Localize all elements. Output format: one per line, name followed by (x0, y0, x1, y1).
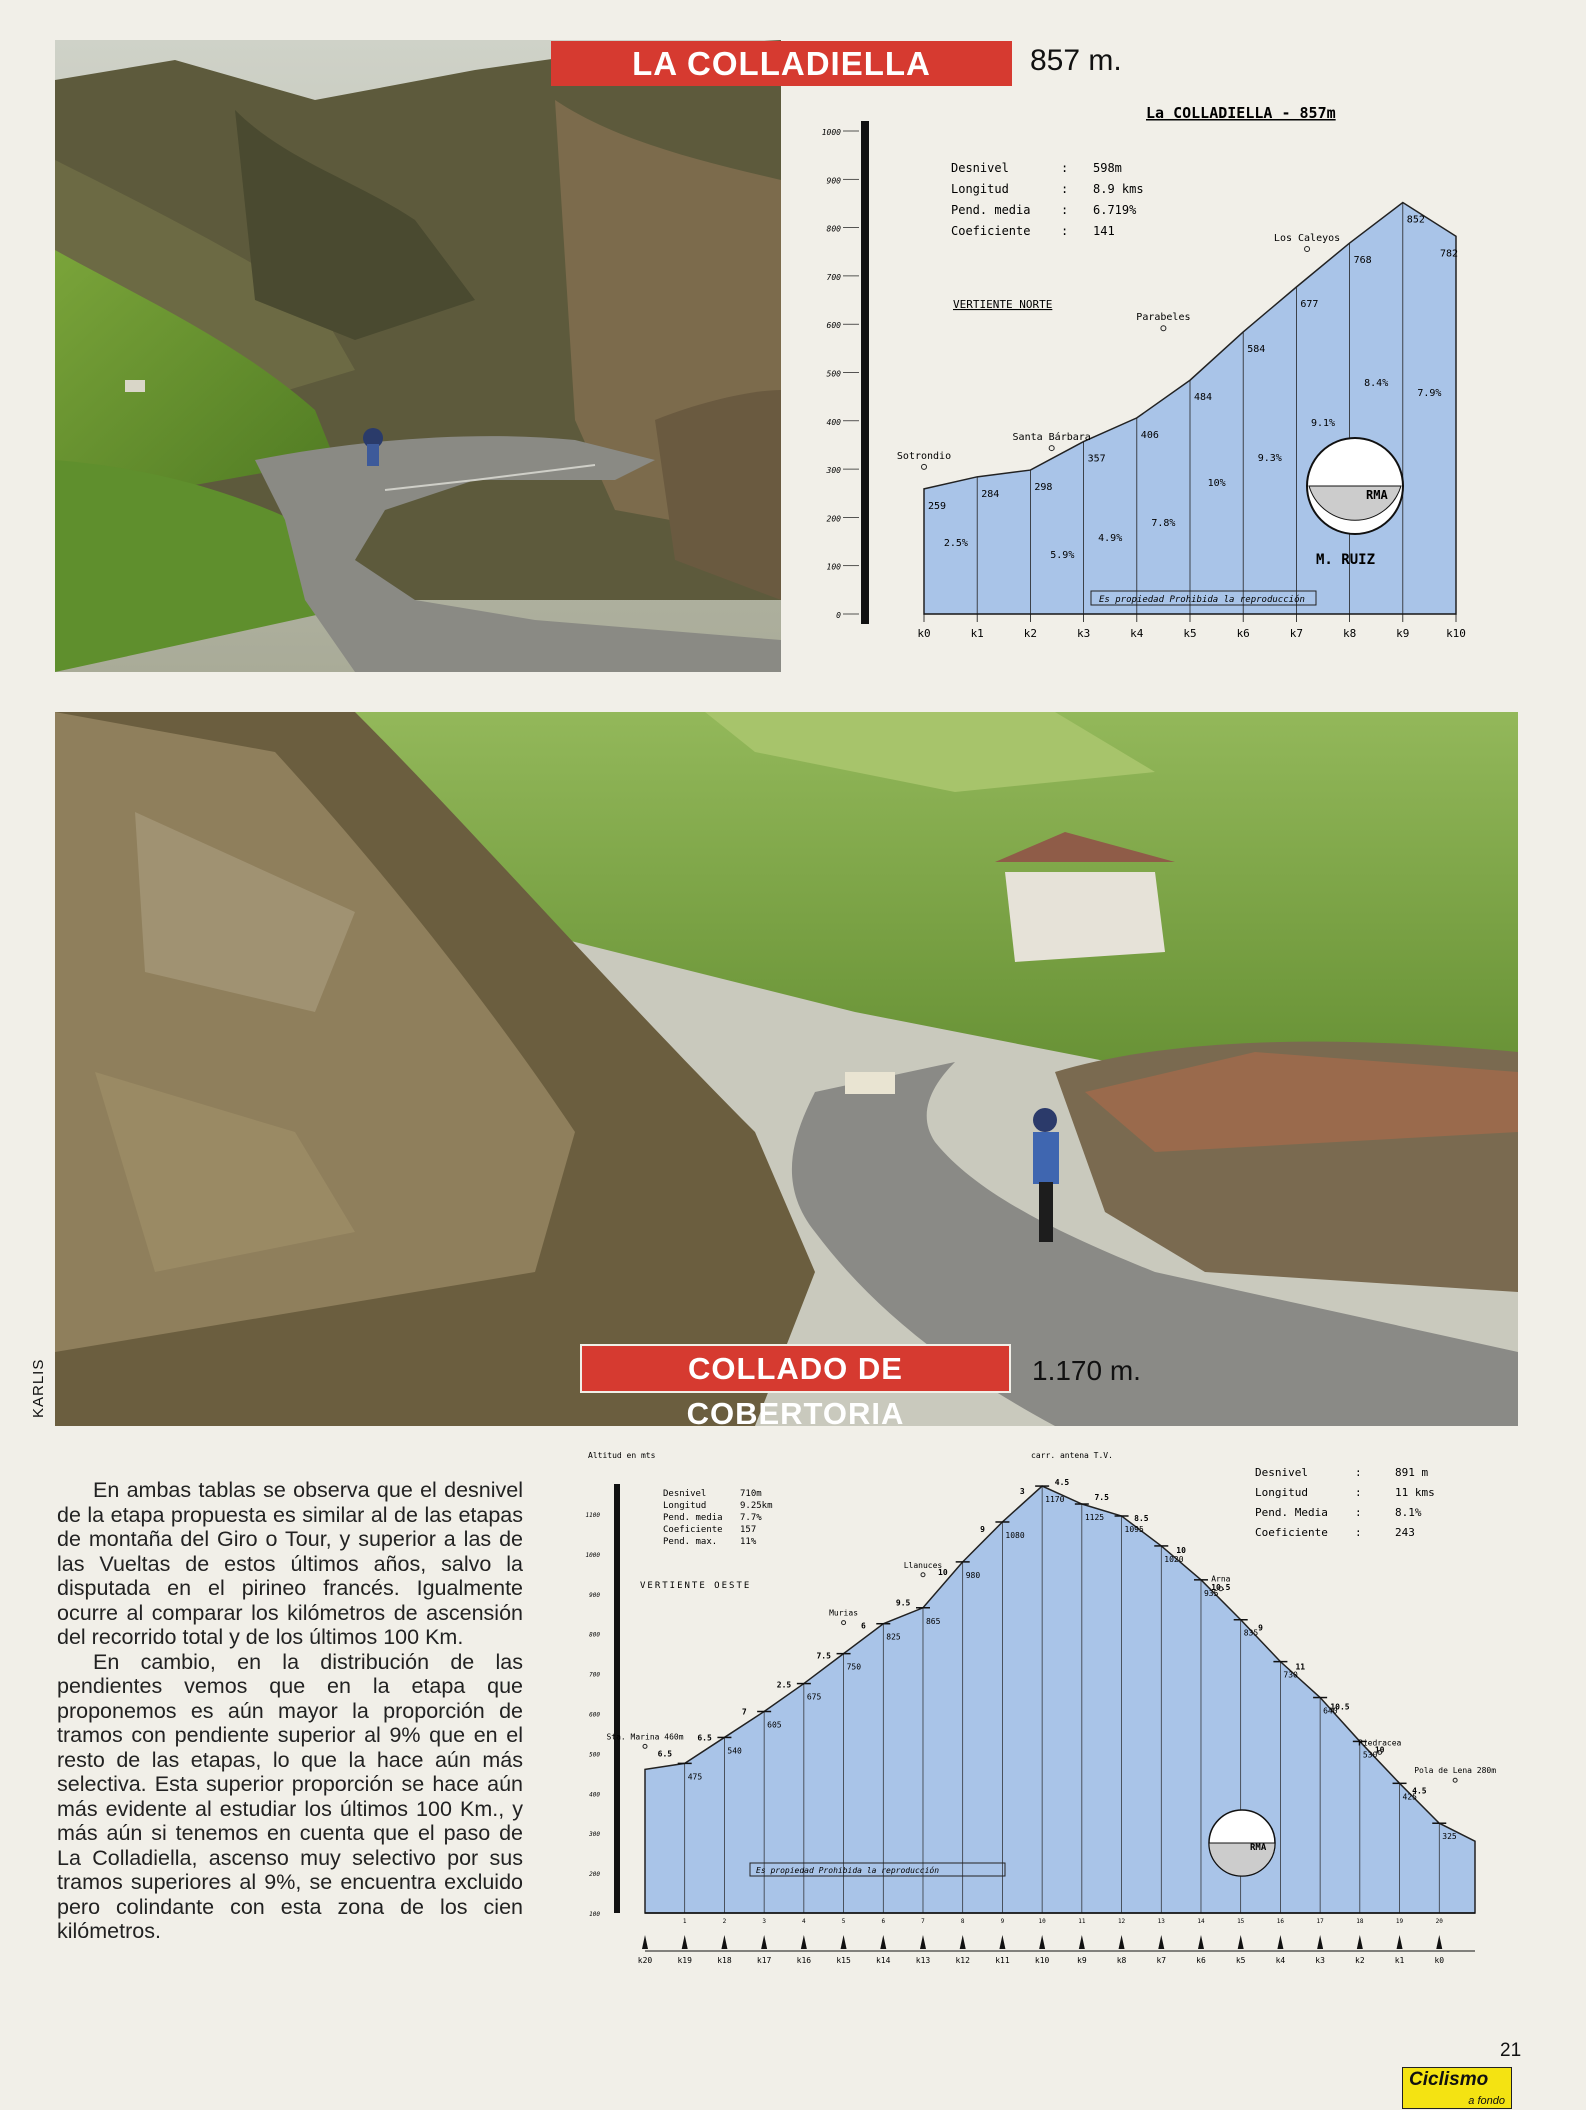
x-tick-label: k1 (1394, 1956, 1405, 1965)
gradient-label: 11 (1295, 1662, 1306, 1672)
stat-left-value: 9.25km (740, 1501, 773, 1511)
copyright-text: Es propiedad Prohibida la reproducción (1099, 595, 1305, 605)
x-tick-label: k3 (1315, 1956, 1325, 1965)
top-tick-label: 12 (1117, 1918, 1126, 1925)
y-tick-label: 0 (836, 611, 841, 620)
stat-left-label: Desnivel (663, 1489, 707, 1499)
climb1-height: 857 m. (1030, 44, 1122, 77)
gradient-label: 7.5 (1094, 1493, 1109, 1503)
altitude-label: 640 (1323, 1706, 1338, 1716)
altitude-label: 865 (925, 1616, 941, 1626)
colladiella-photo (55, 40, 781, 672)
x-tick-label: k7 (1289, 627, 1304, 640)
stat-colon: : (1061, 203, 1069, 217)
top-tick-label: 3 (762, 1918, 766, 1925)
y-tick-label: 800 (826, 224, 841, 234)
climb2-title: COLLADO DE COBERTORIA (580, 1344, 1011, 1393)
magazine-name: Ciclismo (1409, 2069, 1489, 2090)
cobertoria-profile-svg (560, 1440, 1500, 2000)
gradient-label: 7.5 (816, 1651, 831, 1661)
cobertoria-photo (55, 712, 1518, 1426)
x-tick-label: k12 (955, 1956, 970, 1965)
rma-logo-text: RMA (1366, 488, 1388, 502)
gradient-label: 5.9% (1050, 550, 1075, 561)
gradient-label: 8.4% (1364, 378, 1389, 389)
x-tick-label: k17 (756, 1956, 772, 1965)
stat-left-label: Longitud (663, 1501, 707, 1511)
y-tick-label: 500 (826, 369, 841, 379)
altitude-label: 768 (1353, 255, 1372, 267)
stat-right-colon: : (1355, 1466, 1362, 1479)
x-tick-label: k4 (1275, 1956, 1286, 1965)
stat-right-value: 891 m (1395, 1466, 1429, 1479)
y-axis-title: Altitud en mts (588, 1451, 656, 1460)
stat-value: 598m (1093, 161, 1122, 175)
top-tick-label: 11 (1078, 1918, 1086, 1925)
top-tick-label: 4 (802, 1918, 806, 1925)
gradient-label: 7.9% (1417, 388, 1442, 399)
vertiente-label: VERTIENTE OESTE (640, 1581, 752, 1591)
stat-value: 8.9 kms (1093, 182, 1144, 196)
x-tick-label: k2 (1023, 627, 1038, 640)
top-tick-label: 16 (1276, 1918, 1285, 1925)
y-tick-label: 400 (826, 417, 841, 427)
y-tick-label: 400 (589, 1791, 600, 1799)
stat-right-colon: : (1355, 1506, 1362, 1519)
stat-value: 6.719% (1093, 203, 1137, 217)
climb1-title: LA COLLADIELLA (551, 41, 1012, 86)
stat-label: Coeficiente (951, 224, 1031, 238)
stat-colon: : (1061, 224, 1069, 238)
altitude-label: 1020 (1164, 1554, 1184, 1564)
vertiente-label: VERTIENTE NORTE (953, 298, 1053, 311)
magazine-logo (1402, 2067, 1512, 2109)
article-paragraph-1: En ambas tablas se observa que el desnivel de la etapa propuesta es similar al de las etapas de montaña del Giro o Tour, y superior a las de las Vueltas de estos últimos años, salvo la disputada en el pirineo francés. Igualmente ocurre al comparar los kilómetros de ascensión del recorrido total y de los últimos 100 Km. (57, 1478, 523, 1649)
gradient-label: 8.5 (1134, 1513, 1149, 1523)
top-tick-label: 8 (960, 1918, 965, 1925)
altitude-label: 675 (806, 1692, 822, 1702)
place-label: Piedracea (1358, 1738, 1402, 1748)
altitude-label: 530 (1362, 1750, 1378, 1760)
photo-credit: KARLIS (30, 1358, 47, 1418)
y-tick-label: 500 (589, 1751, 600, 1759)
top-tick-label: 6 (881, 1918, 886, 1925)
gradient-label: 2.5 (776, 1680, 792, 1690)
y-tick-label: 1000 (585, 1551, 600, 1559)
x-tick-label: k19 (677, 1956, 692, 1965)
stat-left-label: Pend. media (663, 1513, 723, 1523)
x-tick-label: k0 (917, 627, 931, 640)
y-tick-label: 1000 (821, 128, 841, 137)
stat-label: Desnivel (951, 161, 1009, 175)
stat-left-label: Pend. max. (663, 1537, 718, 1547)
altitude-label: 852 (1406, 214, 1425, 226)
gradient-label: 10 (938, 1567, 948, 1577)
place-label: Llanuces (903, 1560, 943, 1570)
gradient-label: 9 (980, 1524, 985, 1534)
x-tick-label: k1 (970, 627, 984, 640)
gradient-label: 3 (1019, 1487, 1025, 1497)
gradient-label: 4.9% (1098, 533, 1123, 544)
top-tick-label: 18 (1356, 1918, 1364, 1925)
stat-right-value: 243 (1395, 1526, 1415, 1539)
y-tick-label: 700 (589, 1671, 600, 1679)
altitude-label: 1125 (1084, 1513, 1105, 1523)
stat-colon: : (1061, 161, 1069, 175)
place-label: Pola de Lena 280m (1414, 1766, 1497, 1776)
x-tick-label: k18 (717, 1956, 732, 1965)
stat-value: 141 (1093, 224, 1115, 238)
x-tick-label: k5 (1235, 1956, 1246, 1965)
altitude-label: 1095 (1124, 1524, 1144, 1534)
altitude-label: 425 (1402, 1792, 1417, 1802)
x-tick-label: k13 (915, 1956, 931, 1965)
x-tick-label: k6 (1236, 627, 1250, 640)
altitude-label: 980 (965, 1570, 981, 1580)
stat-right-value: 8.1% (1395, 1506, 1422, 1519)
top-tick-label: 19 (1395, 1918, 1404, 1925)
altitude-label: 677 (1300, 299, 1319, 311)
altitude-label: 750 (846, 1662, 862, 1672)
gradient-label: 6.5 (697, 1733, 712, 1743)
altitude-label: 475 (687, 1772, 703, 1782)
stat-right-value: 11 kms (1395, 1486, 1435, 1499)
altitude-label: 298 (1034, 482, 1053, 494)
x-tick-label: k5 (1183, 627, 1197, 640)
x-tick-label: k8 (1116, 1956, 1127, 1965)
altitude-label: 1170 (1045, 1495, 1065, 1505)
altitude-label: 284 (981, 488, 1000, 500)
place-label: Sotrondio (896, 450, 952, 462)
stat-right-colon: : (1355, 1486, 1362, 1499)
article-paragraph-2: En cambio, en la distribución de las pendientes vemos que en la etapa que proponemos es aún mayor la proporción de tramos con pendiente superior al 9% que en el resto de las etapas, lo que la hace aún más selectiva. Esta superior proporción se hace aún más evidente al estudiar los últimos 100 Km., y más aún si tenemos en cuenta que el paso de La Colladiella, ascenso muy selectivo por sus tramos superiores al 9%, se encuentra excluido pero colindante con esta zona de los cien kilómetros. (57, 1649, 523, 1943)
place-label: Parabeles (1136, 312, 1191, 324)
altitude-label: 325 (1442, 1832, 1457, 1842)
x-tick-label: k8 (1342, 627, 1357, 640)
altitude-label: 406 (1140, 429, 1159, 441)
place-label: Murias (829, 1608, 859, 1618)
profile-header: La COLLADIELLA - 857m (1146, 104, 1336, 122)
x-tick-label: k15 (836, 1956, 851, 1965)
x-tick-label: k9 (1077, 1956, 1087, 1965)
stat-left-value: 7.7% (740, 1513, 762, 1523)
gradient-label: 9.5 (895, 1598, 911, 1608)
x-tick-label: k14 (876, 1956, 891, 1965)
altitude-label: 825 (886, 1632, 901, 1642)
top-tick-label: 13 (1157, 1918, 1165, 1925)
x-tick-label: k6 (1196, 1956, 1206, 1965)
stat-right-label: Longitud (1255, 1486, 1308, 1499)
gradient-label: 10% (1207, 478, 1226, 489)
altitude-label: 835 (1243, 1628, 1259, 1638)
x-tick-label: k0 (1434, 1956, 1445, 1965)
climb2-height: 1.170 m. (1032, 1355, 1141, 1386)
altitude-label: 540 (727, 1746, 742, 1756)
article-text (57, 1478, 523, 1944)
top-tick-label: 9 (1000, 1918, 1005, 1925)
place-label: Arna (1211, 1574, 1231, 1584)
x-tick-label: k3 (1076, 627, 1091, 640)
gradient-label: 9.1% (1310, 418, 1336, 429)
altitude-label: 1080 (1005, 1530, 1025, 1540)
top-tick-label: 5 (841, 1918, 846, 1925)
top-tick-label: 7 (921, 1918, 925, 1925)
page-number: 21 (1500, 2040, 1522, 2061)
gradient-label: 6 (861, 1621, 866, 1631)
y-axis-bar (614, 1484, 620, 1913)
y-tick-label: 100 (589, 1911, 600, 1918)
gradient-label: 10 (1176, 1545, 1186, 1555)
altitude-label: 584 (1247, 343, 1266, 355)
stat-label: Pend. media (951, 203, 1031, 217)
gradient-label: 7.8% (1151, 518, 1176, 529)
y-tick-label: 1100 (585, 1512, 600, 1519)
altitude-label: 357 (1087, 453, 1106, 465)
gradient-label: 9 (1258, 1623, 1263, 1633)
x-tick-label: k16 (796, 1956, 812, 1965)
altitude-label: 730 (1283, 1670, 1298, 1680)
stat-left-value: 11% (740, 1537, 757, 1547)
stat-left-value: 157 (740, 1525, 757, 1535)
y-axis-bar (861, 121, 869, 624)
x-tick-label: k9 (1396, 627, 1410, 640)
altitude-label: 935 (1203, 1588, 1219, 1598)
place-label: Los Caleyos (1273, 233, 1341, 245)
stat-right-colon: : (1355, 1526, 1362, 1539)
colladiella-profile-svg (781, 86, 1481, 672)
stat-left-label: Coeficiente (663, 1525, 723, 1535)
gradient-label: 10.5 (1211, 1582, 1231, 1592)
top-tick-label: 1 (682, 1918, 687, 1925)
y-tick-label: 700 (826, 272, 841, 282)
y-tick-label: 600 (826, 321, 841, 331)
altitude-label: 605 (767, 1720, 782, 1730)
place-label: Sta. Marina 460m (606, 1732, 684, 1742)
x-tick-label: k10 (1446, 627, 1466, 640)
stat-right-label: Coeficiente (1255, 1526, 1328, 1539)
top-tick-label: 2 (722, 1918, 727, 1925)
gradient-label: 10 (1374, 1745, 1385, 1755)
colladiella-profile-chart (781, 86, 1481, 672)
top-tick-label: 14 (1197, 1918, 1205, 1925)
altitude-label: 259 (928, 500, 947, 512)
y-tick-label: 300 (826, 466, 841, 476)
y-tick-label: 900 (826, 176, 841, 186)
gradient-label: 7 (741, 1707, 747, 1717)
gradient-label: 6.5 (657, 1749, 673, 1759)
x-tick-label: k11 (995, 1956, 1010, 1965)
y-tick-label: 800 (589, 1631, 600, 1639)
y-tick-label: 200 (826, 514, 841, 524)
top-tick-label: 17 (1316, 1918, 1324, 1925)
x-tick-label: k10 (1034, 1956, 1050, 1965)
place-label: Santa Bárbara (1012, 432, 1091, 444)
stat-colon: : (1061, 182, 1069, 196)
x-tick-label: k4 (1130, 627, 1144, 640)
y-tick-label: 100 (826, 562, 841, 572)
x-tick-label: k20 (637, 1956, 653, 1965)
gradient-label: 4.5 (1054, 1478, 1070, 1488)
x-tick-label: k7 (1156, 1956, 1167, 1965)
gradient-label: 4.5 (1412, 1786, 1427, 1796)
rma-logo-text: RMA (1250, 1843, 1267, 1853)
stat-label: Longitud (951, 182, 1009, 196)
magazine-tagline: a fondo (1468, 2095, 1505, 2107)
author-label: M. RUIZ (1316, 552, 1376, 568)
y-tick-label: 600 (589, 1711, 600, 1719)
gradient-label: 2.5% (943, 538, 968, 549)
top-tick-label: 20 (1435, 1918, 1443, 1925)
y-tick-label: 200 (589, 1871, 600, 1879)
copyright-text: Es propiedad Prohibida la reproducción (756, 1866, 940, 1875)
x-tick-label: k2 (1355, 1956, 1365, 1965)
stat-right-label: Pend. Media (1255, 1506, 1328, 1519)
top-tick-label: 10 (1038, 1918, 1046, 1925)
altitude-label: 484 (1194, 392, 1213, 404)
altitude-label: 782 (1440, 248, 1459, 260)
summit-label: carr. antena T.V. (1031, 1451, 1113, 1460)
y-tick-label: 300 (589, 1831, 600, 1839)
stat-left-value: 710m (740, 1489, 762, 1499)
gradient-label: 10.5 (1330, 1702, 1350, 1712)
top-tick-label: 15 (1237, 1918, 1245, 1925)
y-tick-label: 900 (589, 1591, 600, 1599)
stat-right-label: Desnivel (1255, 1466, 1308, 1479)
gradient-label: 9.3% (1257, 453, 1282, 464)
cobertoria-profile-chart (560, 1440, 1500, 2000)
